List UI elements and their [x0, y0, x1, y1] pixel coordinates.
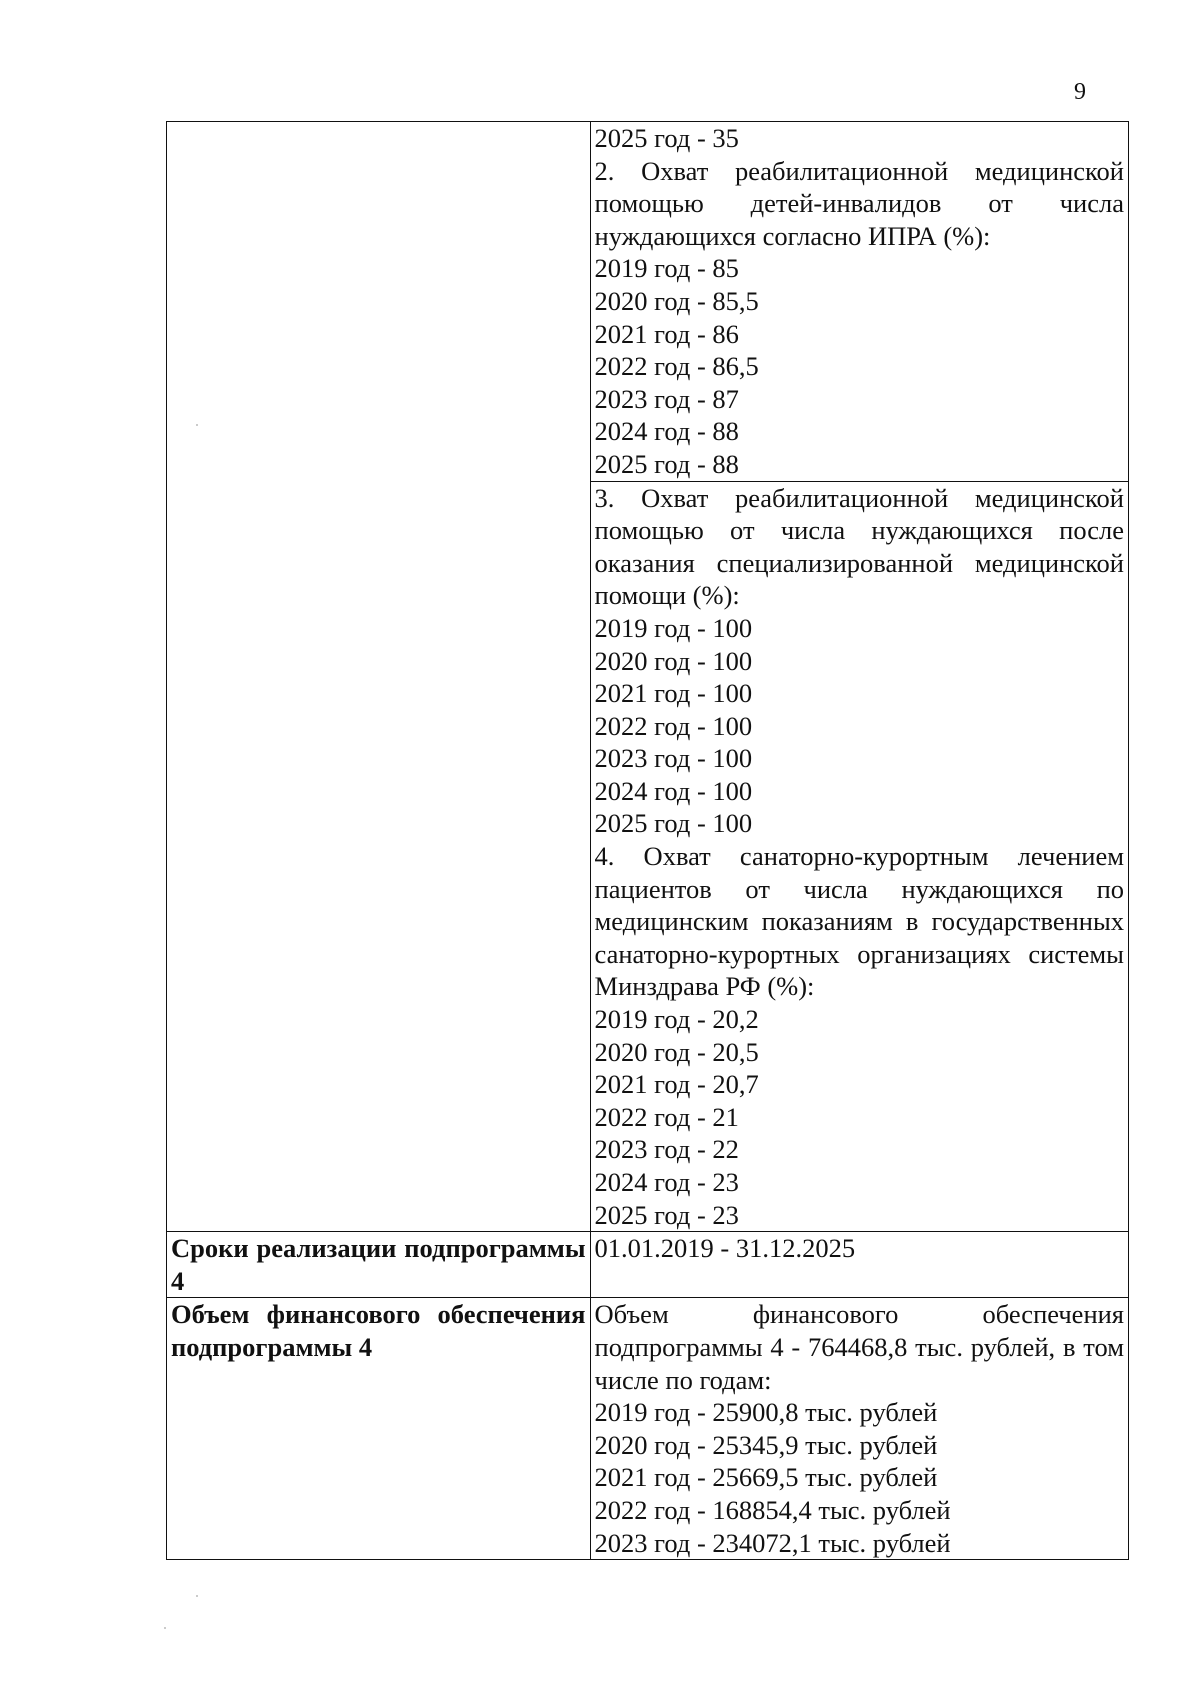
implementation-period-label: Сроки реализации подпрограммы 4	[167, 1232, 591, 1298]
indicator-value-line: 2022 год - 100	[594, 710, 753, 741]
indicator-value-line: 2023 год - 87	[594, 383, 739, 414]
page-number: 9	[1074, 79, 1086, 105]
funding-year-line: 2019 год - 25900,8 тыс. рублей	[594, 1397, 938, 1428]
indicator-value-line: 2019 год - 20,2	[594, 1004, 759, 1035]
implementation-period-cell	[590, 1232, 1128, 1298]
indicator-value-line: 2023 год - 22	[594, 1134, 739, 1165]
table-row	[167, 122, 1129, 482]
indicator-value-line: 2025 год - 35	[594, 123, 739, 153]
funding-volume-summary: Объем финансового обеспечения подпрограммы 4 - 764468,8 тыс. рублей, в том числе по годам:	[594, 1299, 1124, 1395]
indicator-value-line: 2021 год - 20,7	[594, 1069, 759, 1100]
scan-speck	[196, 1595, 198, 1597]
scan-speck	[196, 424, 198, 426]
indicator-value-line: 2020 год - 100	[594, 645, 753, 676]
table-row	[167, 1232, 1129, 1298]
indicator-2-title: 2. Охват реабилитационной медицинской помощью детей-инвалидов от числа нуждающихся согласно ИПРА (%):	[594, 155, 1124, 251]
table-row	[167, 1298, 1129, 1560]
indicator-value-line: 2025 год - 88	[594, 448, 739, 479]
indicator-value-line: 2020 год - 85,5	[594, 285, 759, 316]
indicator-3-title: 3. Охват реабилитационной медицинской помощью от числа нуждающихся после оказания специализированной медицинской помощи (%):	[594, 482, 1124, 611]
indicator-value-line: 2022 год - 86,5	[594, 351, 759, 382]
indicators-cell-1	[590, 122, 1128, 482]
funding-year-line: 2020 год - 25345,9 тыс. рублей	[594, 1429, 938, 1460]
indicator-value-line: 2025 год - 100	[594, 808, 753, 839]
indicators-cell-2	[590, 481, 1128, 1232]
row-label-empty	[167, 122, 591, 1232]
funding-volume-label: Объем финансового обеспечения подпрограммы 4	[167, 1298, 591, 1560]
subprogram-passport-table	[166, 121, 1129, 1560]
funding-year-line: 2022 год - 168854,4 тыс. рублей	[594, 1494, 951, 1525]
indicator-value-line: 2024 год - 88	[594, 416, 739, 447]
indicator-value-line: 2024 год - 23	[594, 1167, 739, 1197]
indicator-value-line: 2019 год - 100	[594, 612, 753, 643]
indicator-value-line: 2025 год - 23	[594, 1199, 739, 1230]
indicator-4-title: 4. Охват санаторно-курортным лечением пациентов от числа нуждающихся по медицинским показаниям в государственных санаторно-курортных организациях системы Минздрава РФ (%):	[594, 841, 1124, 1002]
indicator-value-line: 2023 год - 100	[594, 743, 753, 774]
indicator-value-line: 2021 год - 86	[594, 318, 739, 349]
funding-volume-cell	[590, 1298, 1128, 1560]
indicator-value-line: 2020 год - 20,5	[594, 1036, 759, 1067]
indicator-value-line: 2024 год - 100	[594, 775, 753, 806]
indicator-value-line: 2019 год - 85	[594, 253, 739, 284]
indicator-value-line: 2022 год - 21	[594, 1101, 739, 1132]
funding-year-line: 2023 год - 234072,1 тыс. рублей	[594, 1527, 951, 1558]
funding-year-line: 2021 год - 25669,5 тыс. рублей	[594, 1462, 938, 1493]
scan-speck	[164, 1627, 166, 1629]
implementation-period-value: 01.01.2019 - 31.12.2025	[594, 1233, 856, 1264]
indicator-value-line: 2021 год - 100	[594, 678, 753, 709]
